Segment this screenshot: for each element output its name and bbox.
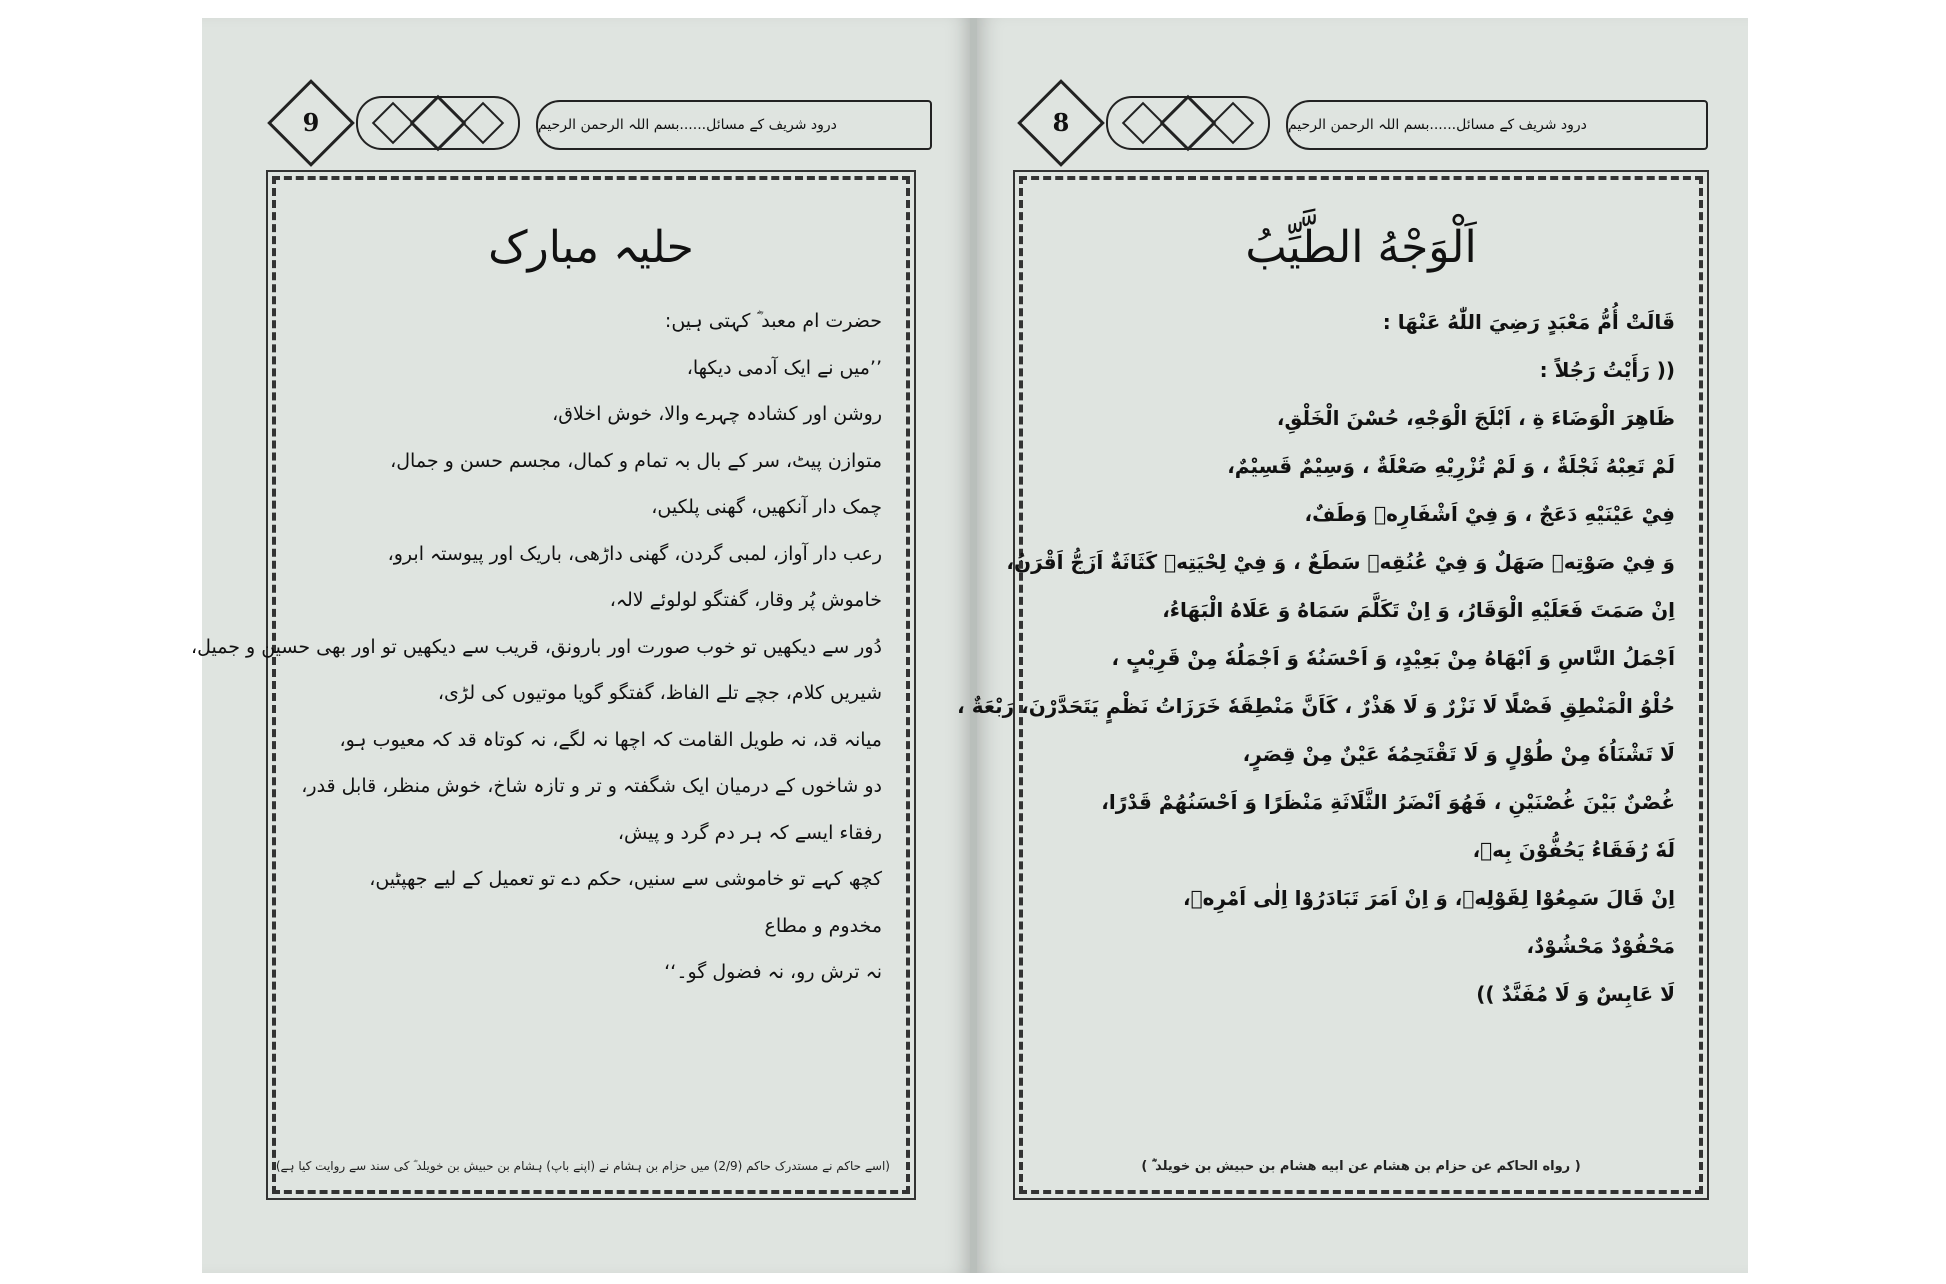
text-line: میانہ قد، نہ طویل القامت کہ اچھا نہ لگے، نہ کوتاہ قد کہ معیوب ہو،	[339, 728, 882, 751]
text-line: فِيْ عَيْنَيْهِ دَعَجٌ ، وَ فِيْ اَشْفَارِهٖ وَطَفٌ،	[1304, 502, 1675, 526]
text-line: دو شاخوں کے درمیان ایک شگفتہ و تر و تازہ شاخ، خوش منظر، قابل قدر،	[301, 775, 882, 797]
text-line: ظَاهِرَ الْوَضَاءَ ةِ ، اَبْلَجَ الْوَجْهِ، حُسْنَ الْخَلْقِ،	[1276, 406, 1675, 430]
page-header	[272, 88, 932, 162]
text-body	[957, 298, 1675, 1018]
text-line: لَا تَشْنَاُهٗ مِنْ طُوْلٍ وَ لَا تَقْتَحِمُهٗ عَيْنٌ مِنْ قِصَرٍ،	[1242, 742, 1675, 766]
text-frame	[190, 176, 910, 1194]
footnote: ( رواه الحاكم عن حزام بن هشام عن ابيه هشام بن حبيش بن خويلد ؓ )	[1141, 1159, 1581, 1174]
text-line: (( رَأَيْتُ رَجُلاً :	[1539, 358, 1675, 382]
page-number: 9	[302, 108, 320, 137]
text-body	[190, 298, 882, 996]
text-line: ’’میں نے ایک آدمی دیکھا،	[686, 356, 882, 379]
text-line: لَهٗ رُفَقَاءُ يَحُفُّوْنَ بِهٖ،	[1472, 838, 1675, 862]
text-line: چمک دار آنکھیں، گھنی پلکیں،	[651, 496, 882, 518]
text-line: رفقاء ایسے کہ ہر دم گرد و پیش،	[617, 821, 882, 844]
running-title: درود شریف کے مسائل......بسم اللہ الرحمن الرحیم	[536, 100, 932, 150]
text-line: لَا عَابِسٌ وَ لَا مُفَنَّدٌ ))	[1476, 982, 1675, 1006]
left-page	[190, 18, 972, 1273]
text-line: نہ ترش رو، نہ فضول گو۔‘‘	[664, 961, 882, 983]
page-header	[1022, 88, 1708, 162]
text-frame	[957, 176, 1703, 1194]
section-heading: اَلْوَجْهُ الطَّيِّبُ	[1245, 222, 1477, 273]
header-ornament-icon	[1106, 96, 1270, 150]
header-ornament-icon	[356, 96, 520, 150]
page-number: 8	[1052, 108, 1070, 137]
text-line: خاموش پُر وقار، گفتگو لولوئے لالہ،	[609, 589, 882, 611]
text-line: حضرت ام معبد ؓ کہتی ہیں:	[664, 310, 882, 332]
text-line: مخدوم و مطاع	[764, 914, 882, 937]
section-heading: حلیہ مبارک	[488, 222, 694, 273]
text-line: متوازن پیٹ، سر کے بال بہ تمام و کمال، مجسم حسن و جمال،	[390, 449, 882, 472]
text-line: دُور سے دیکھیں تو خوب صورت اور بارونق، قریب سے دیکھیں تو اور بھی حسین و جمیل،	[190, 635, 882, 658]
text-line: وَ فِيْ صَوْتِهٖ صَهَلٌ وَ فِيْ عُنُقِهٖ سَطَعٌ ، وَ فِيْ لِحْيَتِهٖ كَثَاثَةٌ اَزَجُّ اَقْرَنُ،	[1006, 550, 1675, 574]
text-line: کچھ کہے تو خاموشی سے سنیں، حکم دے تو تعمیل کے لیے جھپٹیں،	[369, 868, 882, 890]
text-line: لَمْ تَعِبْهُ ثَجْلَةٌ ، وَ لَمْ تُزْرِيْهِ صَعْلَةٌ ، وَسِيْمٌ قَسِيْمٌ،	[1227, 454, 1675, 478]
text-line: غُصْنٌ بَيْنَ غُصْنَيْنِ ، فَهُوَ اَنْضَرُ الثَّلَاثَةِ مَنْظَرًا وَ اَحْسَنُهُمْ قَدْرًا،	[1101, 790, 1675, 814]
running-title: درود شریف کے مسائل......بسم اللہ الرحمن الرحیم	[1286, 100, 1708, 150]
text-line: شیریں کلام، جچے تلے الفاظ، گفتگو گویا موتیوں کی لڑی،	[437, 682, 882, 704]
open-book	[190, 18, 1748, 1273]
text-line: اِنْ قَالَ سَمِعُوْا لِقَوْلِهٖ، وَ اِنْ اَمَرَ تَبَادَرُوْا اِلٰى اَمْرِهٖ،	[1183, 886, 1675, 910]
text-line: حُلْوُ الْمَنْطِقِ فَصْلًا لَا نَزْرٌ وَ لَا هَذْرٌ ، كَاَنَّ مَنْطِقَهٗ خَرَزَاتُ نَظْمٍ يَتَحَدَّرْنَ، رَبْعَةٌ ،	[957, 694, 1675, 718]
text-line: اَجْمَلُ النَّاسِ وَ اَبْهَاهُ مِنْ بَعِيْدٍ، وَ اَحْسَنُهٗ وَ اَجْمَلُهٗ مِنْ قَرِيْبٍ ،	[1111, 646, 1675, 670]
text-line: روشن اور کشادہ چہرے والا، خوش اخلاق،	[552, 403, 882, 425]
right-page	[957, 18, 1748, 1273]
text-line: قَالَتْ أُمُّ مَعْبَدٍ رَضِيَ اللّٰهُ عَنْهَا :	[1382, 310, 1675, 334]
text-line: رعب دار آواز، لمبی گردن، گھنی داڑھی، باریک اور پیوستہ ابرو،	[387, 542, 882, 565]
text-line: اِنْ صَمَتَ فَعَلَيْهِ الْوَقَارُ، وَ اِنْ تَكَلَّمَ سَمَاهُ وَ عَلَاهُ الْبَهَاءُ،	[1162, 598, 1675, 622]
text-line: مَحْفُوْدٌ مَحْشُوْدٌ،	[1526, 934, 1675, 958]
footnote: (اسے حاکم نے مستدرک حاکم (2/9) میں حزام بن ہشام نے (اپنے باپ) ہشام بن حبیش بن خویلد ؓ کی سند سے روایت کیا ہے)	[275, 1159, 890, 1173]
